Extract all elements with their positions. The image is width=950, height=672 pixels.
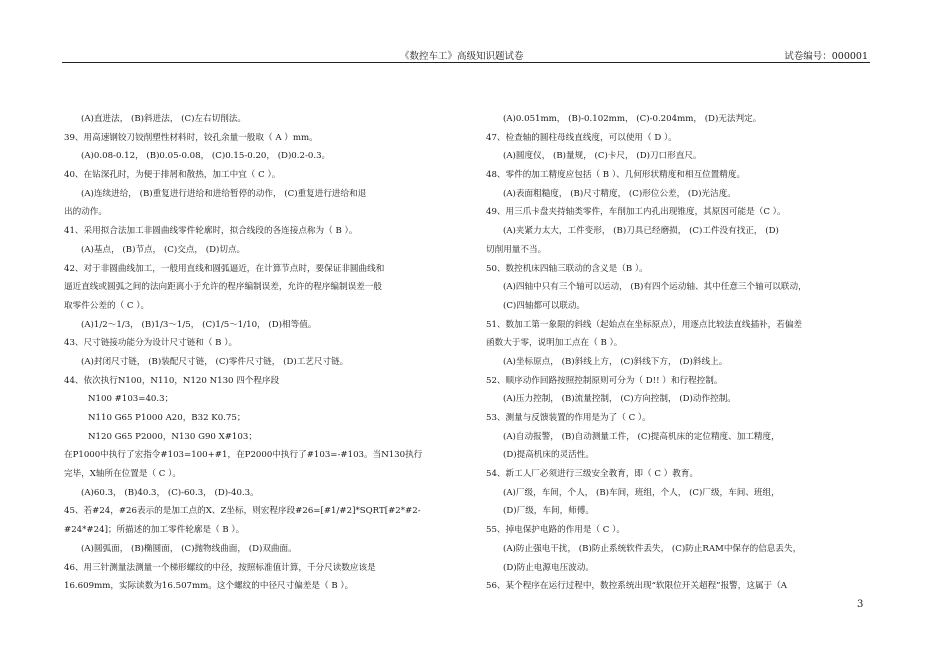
text-line: 切削用量不当。 (486, 244, 547, 255)
text-line: 55、掉电保护电路的作用是（ C ）。 (486, 525, 625, 536)
text-line: 41、采用拟合法加工非圆曲线零件轮廓时，拟合线段的各连接点称为（ B ）。 (64, 226, 358, 237)
text-line: 出的动作。 (64, 207, 107, 218)
text-line: (A)0.08-0.12， (B)0.05-0.08， (C)0.15-0.20， (D)0.2-0.3。 (81, 151, 331, 162)
text-line: 52、顺序动作回路按照控制原则可分为（ D!! ）和行程控制。 (486, 375, 723, 386)
text-line: 40、在钻深孔时，为便于排屑和散热，加工中宜（ C ）。 (64, 170, 281, 181)
text-line: (A)0.051mm， (B)-0.102mm， (C)-0.204mm， (D)无法判定。 (503, 114, 762, 124)
text-line: 44、依次执行N100，N110，N120 N130 四个程序段 (64, 375, 280, 386)
text-line: (A)四轴中只有三个轴可以运动， (B)有四个运动轴、其中任意三个轴可以联动， (503, 282, 807, 293)
text-line: (C)四轴都可以联动。 (503, 300, 586, 311)
text-line: N120 G65 P2000，N130 G90 X#103； (88, 431, 257, 442)
text-line: 49、用三爪卡盘夹持轴类零件，车削加工内孔出现锥度，其原因可能是（C ）。 (486, 207, 786, 218)
text-line: 51、数加工第一象限的斜线（起始点在坐标原点），用逐点比较法直线插补，若偏差 (486, 319, 803, 330)
text-line: (A)厂级，车间，个人， (B)车间，班组，个人， (C)厂级，车间、班组， (503, 487, 780, 498)
text-line: (A)60.3， (B)40.3， (C)-60.3， (D)-40.3。 (81, 487, 259, 498)
text-line: (A)夹紧力太大，工件变形， (B)刀具已经磨损， (C)工件没有找正， (D) (503, 226, 779, 237)
text-line: N110 G65 P1000 A20，B32 K0.75； (88, 413, 246, 423)
text-line: (A)直进法， (B)斜进法， (C)左右切削法。 (81, 114, 246, 124)
text-line: (D)防止电源电压波动。 (503, 562, 594, 573)
text-line: (A)封闭尺寸链， (B)装配尺寸链， (C)零件尺寸链， (D)工艺尺寸链。 (81, 356, 349, 367)
text-line: 48、零件的加工精度应包括（ B ）、几何形状精度和相互位置精度。 (486, 170, 746, 181)
exam-title: 《数控车工》高级知识题试卷 (400, 51, 524, 62)
text-line: (A)坐标原点， (B)斜线上方， (C)斜线下方， (D)斜线上。 (503, 356, 728, 367)
text-line: 16.609mm，实际读数为16.507mm。这个螺纹的中径尺寸偏差是（ B ）。 (64, 581, 354, 592)
text-line: 39、用高速钢铰刀铰削塑性材料时，铰孔余量一般取（ A ）mm。 (64, 132, 318, 143)
text-line: (A)1/2～1/3， (B)1/3～1/5， (C)1/5～1/10， (D)相等值。 (81, 319, 317, 330)
text-line: 函数大于零，说明加工点在（ B ）。 (486, 338, 623, 349)
text-line: 43、尺寸链接功能分为设计尺寸链和（ B ）。 (64, 338, 238, 349)
text-line: (A)表面粗糙度， (B)尺寸精度， (C)形位公差， (D)光洁度。 (503, 188, 736, 199)
text-line: 逼近直线或圆弧之间的法向距离小于允许的程序编制误差，允许的程序编制误差一般 (64, 282, 382, 293)
text-line: 46、用三针测量法测量一个梯形螺纹的中径，按照标准值计算，千分尺读数应该是 (64, 562, 376, 573)
page-header (62, 48, 870, 63)
text-line: (D)提高机床的灵活性。 (503, 450, 594, 461)
text-line: (D)厂级，车间，师傅。 (503, 506, 594, 517)
text-line: #24*#24]；所描述的加工零件轮廓是（ B ）。 (64, 525, 245, 536)
text-line: 53、测量与反馈装置的作用是为了（ C ）。 (486, 413, 651, 423)
page-number: 3 (857, 599, 864, 610)
text-line: 取零件公差的（ C ）。 (64, 300, 150, 311)
text-line: 54、新工人厂必须进行三级安全教育，即（ C ）教育。 (486, 469, 699, 480)
text-line: 47、检查轴的圆柱母线直线度，可以使用（ D ）。 (486, 132, 677, 143)
text-line: 42、对于非圆曲线加工，一般用直线和圆弧逼近，在计算节点时，要保证非圆曲线和 (64, 263, 385, 274)
text-line: (A)连续进给， (B)重复进行进给和进给暂停的动作， (C)重复进行进给和退 (81, 188, 367, 199)
text-line: (A)自动报警， (B)自动测量工件， (C)提高机床的定位精度、加工精度， (503, 431, 780, 442)
left-column (64, 110, 436, 596)
right-column (486, 110, 866, 596)
text-line: (A)压力控制， (B)流量控制， (C)方向控制， (D)动作控制。 (503, 394, 736, 405)
text-line: 完毕，X轴所在位置是（ C ）。 (64, 469, 181, 480)
text-line: 56、某个程序在运行过程中，数控系统出现“软限位开关超程”报警，这属于（A (486, 581, 787, 592)
text-line: 在P1000中执行了宏指令#103=100+#1，在P2000中执行了#103=-#103。当N130执行 (64, 450, 423, 461)
text-line: (A)防止强电干扰， (B)防止系统软件丢失， (C)防止RAM中保存的信息丢失， (503, 543, 802, 554)
text-line: (A)基点， (B)节点， (C)交点， (D)切点。 (81, 244, 246, 255)
text-line: (A)圆弧面， (B)椭圆面， (C)抛物线曲面， (D)双曲面。 (81, 543, 297, 554)
text-line: 50、数控机床四轴三联动的含义是（B ）。 (486, 263, 648, 274)
text-line: N100 #103=40.3； (88, 394, 174, 405)
text-line: (A)圆度仪， (B)量规， (C)卡尺， (D)刀口形直尺。 (503, 151, 702, 162)
exam-code: 试卷编号：000001 (784, 51, 868, 62)
text-line: 45、若#24，#26表示的是加工点的X、Z坐标，则宏程序段#26=[#1/#2]*SQRT[#2*#2- (64, 506, 421, 517)
